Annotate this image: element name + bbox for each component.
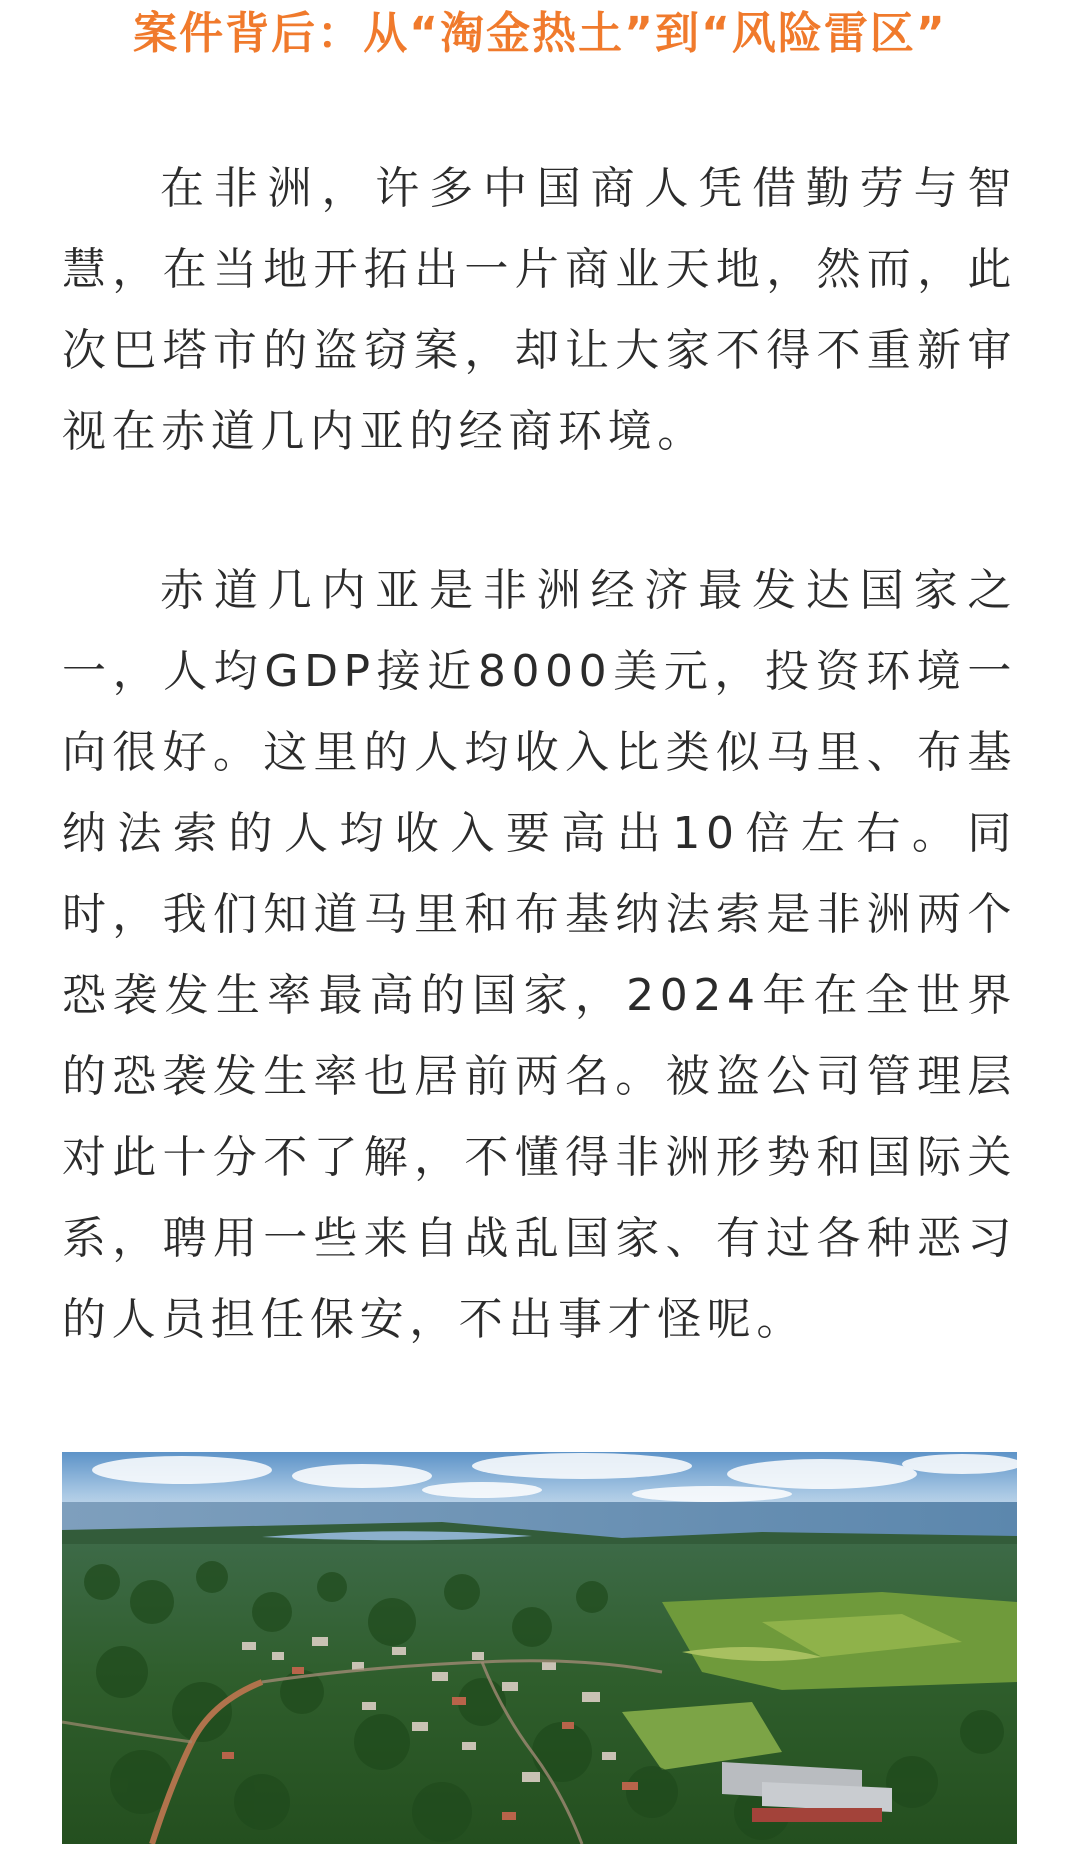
paragraph-economy-security: 赤道几内亚是非洲经济最发达国家之一，人均GDP接近8000美元，投资环境一向很好。这里的人均收入比类似马里、布基纳法索的人均收入要高出10倍左右。同时，我们知道马里和布基纳法索是非洲两个恐袭发生率最高的国家，2024年在全世界的恐袭发生率也居前两名。被盗公司管理层对此十分不了解，不懂得非洲形势和国际关系，聘用一些来自战乱国家、有过各种恶习的人员担任保安，不出事才怪呢。 (62, 565, 1017, 1345)
section-heading: 案件背后：从“淘金热土”到“风险雷区” (133, 8, 947, 59)
aerial-town-photo (62, 1452, 1017, 1844)
paragraph-business-environment: 在非洲，许多中国商人凭借勤劳与智慧，在当地开拓出一片商业天地，然而，此次巴塔市的盗窃案，却让大家不得不重新审视在赤道几内亚的经商环境。 (62, 163, 1017, 457)
